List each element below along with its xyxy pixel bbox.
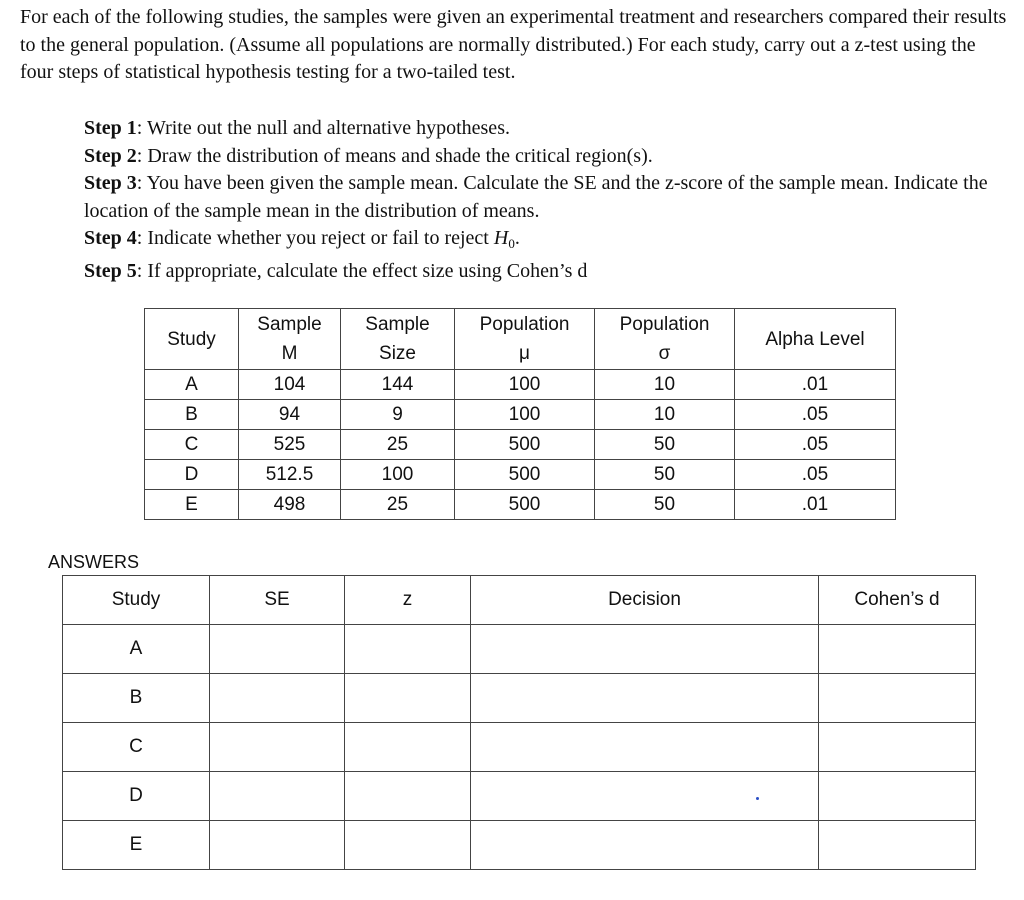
cell-sample-mean: 94 [239, 400, 341, 430]
step-2-text: : Draw the distribution of means and shade the critical region(s). [136, 144, 653, 167]
answer-z-cell[interactable] [345, 821, 471, 870]
table-row [145, 370, 896, 400]
answer-z-cell[interactable] [345, 674, 471, 723]
header-population-mu-line1: Population [479, 314, 570, 335]
answer-decision-cell[interactable] [471, 625, 819, 674]
cell-alpha: .05 [735, 430, 896, 460]
answer-decision-cell[interactable] [471, 821, 819, 870]
step-1 [84, 115, 1009, 143]
answer-se-cell[interactable] [210, 821, 345, 870]
step-5-label: Step 5 [84, 259, 137, 282]
answer-study-label: E [63, 821, 210, 870]
cell-study: C [145, 430, 239, 460]
answer-cohens-d-cell[interactable] [819, 821, 976, 870]
answers-header-study: Study [63, 576, 210, 625]
answer-decision-cell[interactable] [471, 772, 819, 821]
answer-decision-cell[interactable] [471, 674, 819, 723]
header-sample-mean-line1: Sample [257, 314, 322, 335]
step-1-label: Step 1 [84, 117, 137, 139]
answers-header-z: z [345, 576, 471, 625]
cell-sample-mean: 498 [239, 490, 341, 520]
answer-cohens-d-cell[interactable] [819, 674, 976, 723]
header-population-sigma [595, 309, 735, 370]
step-3 [84, 170, 1009, 225]
answer-se-cell[interactable] [210, 772, 345, 821]
answer-z-cell[interactable] [345, 625, 471, 674]
studies-header-row [145, 309, 896, 370]
cell-population-sigma: 10 [595, 370, 735, 400]
cell-sample-size: 25 [341, 430, 455, 460]
cell-alpha: .05 [735, 400, 896, 430]
header-sample-size-line2: Size [379, 343, 416, 364]
answer-study-label: D [63, 772, 210, 821]
cursor-dot [756, 797, 759, 800]
answer-z-cell[interactable] [345, 723, 471, 772]
cell-population-mu: 100 [455, 400, 595, 430]
step-1-text: : Write out the null and alternative hypotheses. [136, 117, 510, 139]
step-4-text: : Indicate whether you reject or fail to reject [136, 227, 494, 249]
header-study: Study [145, 309, 239, 370]
answer-study-label: C [63, 723, 210, 772]
cell-sample-size: 100 [341, 460, 455, 490]
step-4-period: . [514, 227, 520, 249]
cell-population-sigma: 50 [595, 490, 735, 520]
cell-alpha: .01 [735, 490, 896, 520]
instructions-paragraph: For each of the following studies, the samples were given an experimental treatment and researchers compared their results to the general population. (Assume all populations are normally distributed.) For each study, carry out a z-test using the four steps of statistical hypothesis testing for a two-tailed test. [20, 6, 1007, 83]
table-row [145, 490, 896, 520]
cell-study: B [145, 400, 239, 430]
answers-header-decision: Decision [471, 576, 819, 625]
cell-study: D [145, 460, 239, 490]
header-sample-size [341, 309, 455, 370]
answer-decision-cell[interactable] [471, 723, 819, 772]
h0-symbol: H [493, 227, 509, 249]
table-row [63, 723, 976, 772]
cell-population-mu: 500 [455, 460, 595, 490]
header-population-sigma-line2: σ [658, 343, 671, 364]
header-population-mu [455, 309, 595, 370]
answers-header-se: SE [210, 576, 345, 625]
answer-cohens-d-cell[interactable] [819, 772, 976, 821]
cell-sample-size: 144 [341, 370, 455, 400]
table-row [63, 821, 976, 870]
cell-sample-mean: 525 [239, 430, 341, 460]
step-2-label: Step 2 [84, 144, 137, 167]
cell-sample-mean: 512.5 [239, 460, 341, 490]
table-row [145, 400, 896, 430]
steps-list [84, 115, 1009, 285]
header-population-mu-line2: μ [519, 343, 530, 364]
header-sample-size-line1: Sample [365, 314, 430, 335]
header-population-sigma-line1: Population [619, 314, 710, 335]
answer-z-cell[interactable] [345, 772, 471, 821]
header-alpha-level: Alpha Level [735, 309, 896, 370]
table-row [63, 625, 976, 674]
cell-population-sigma: 50 [595, 430, 735, 460]
cell-alpha: .05 [735, 460, 896, 490]
step-4-label: Step 4 [84, 227, 137, 249]
header-sample-mean-line2: M [281, 343, 298, 364]
cell-alpha: .01 [735, 370, 896, 400]
answer-se-cell[interactable] [210, 723, 345, 772]
cell-population-mu: 100 [455, 370, 595, 400]
cell-sample-size: 9 [341, 400, 455, 430]
table-row [63, 772, 976, 821]
cell-sample-size: 25 [341, 490, 455, 520]
answers-header-row [63, 576, 976, 625]
table-row [63, 674, 976, 723]
cell-sample-mean: 104 [239, 370, 341, 400]
answer-study-label: B [63, 674, 210, 723]
cell-study: A [145, 370, 239, 400]
step-2 [84, 143, 1009, 171]
studies-table [144, 308, 896, 520]
step-3-label: Step 3 [84, 172, 137, 194]
answer-se-cell[interactable] [210, 674, 345, 723]
header-sample-mean [239, 309, 341, 370]
answer-se-cell[interactable] [210, 625, 345, 674]
step-5-text: : If appropriate, calculate the effect size using Cohen’s d [136, 259, 588, 282]
answers-header-cohens-d: Cohen’s d [819, 576, 976, 625]
h0-subscript: 0 [508, 236, 515, 251]
step-5 [84, 258, 1009, 286]
cell-population-sigma: 10 [595, 400, 735, 430]
answer-cohens-d-cell[interactable] [819, 625, 976, 674]
cell-population-sigma: 50 [595, 460, 735, 490]
table-row [145, 460, 896, 490]
cell-population-mu: 500 [455, 490, 595, 520]
table-row [145, 430, 896, 460]
cell-study: E [145, 490, 239, 520]
step-4 [84, 225, 1009, 258]
cell-population-mu: 500 [455, 430, 595, 460]
answer-cohens-d-cell[interactable] [819, 723, 976, 772]
answers-label: ANSWERS [48, 552, 140, 572]
answers-table [62, 575, 976, 870]
answer-study-label: A [63, 625, 210, 674]
step-3-text: : You have been given the sample mean. Calculate the SE and the z-score of the sample mean. Indicate the location of the sample mean in the distribution of means. [84, 172, 988, 222]
